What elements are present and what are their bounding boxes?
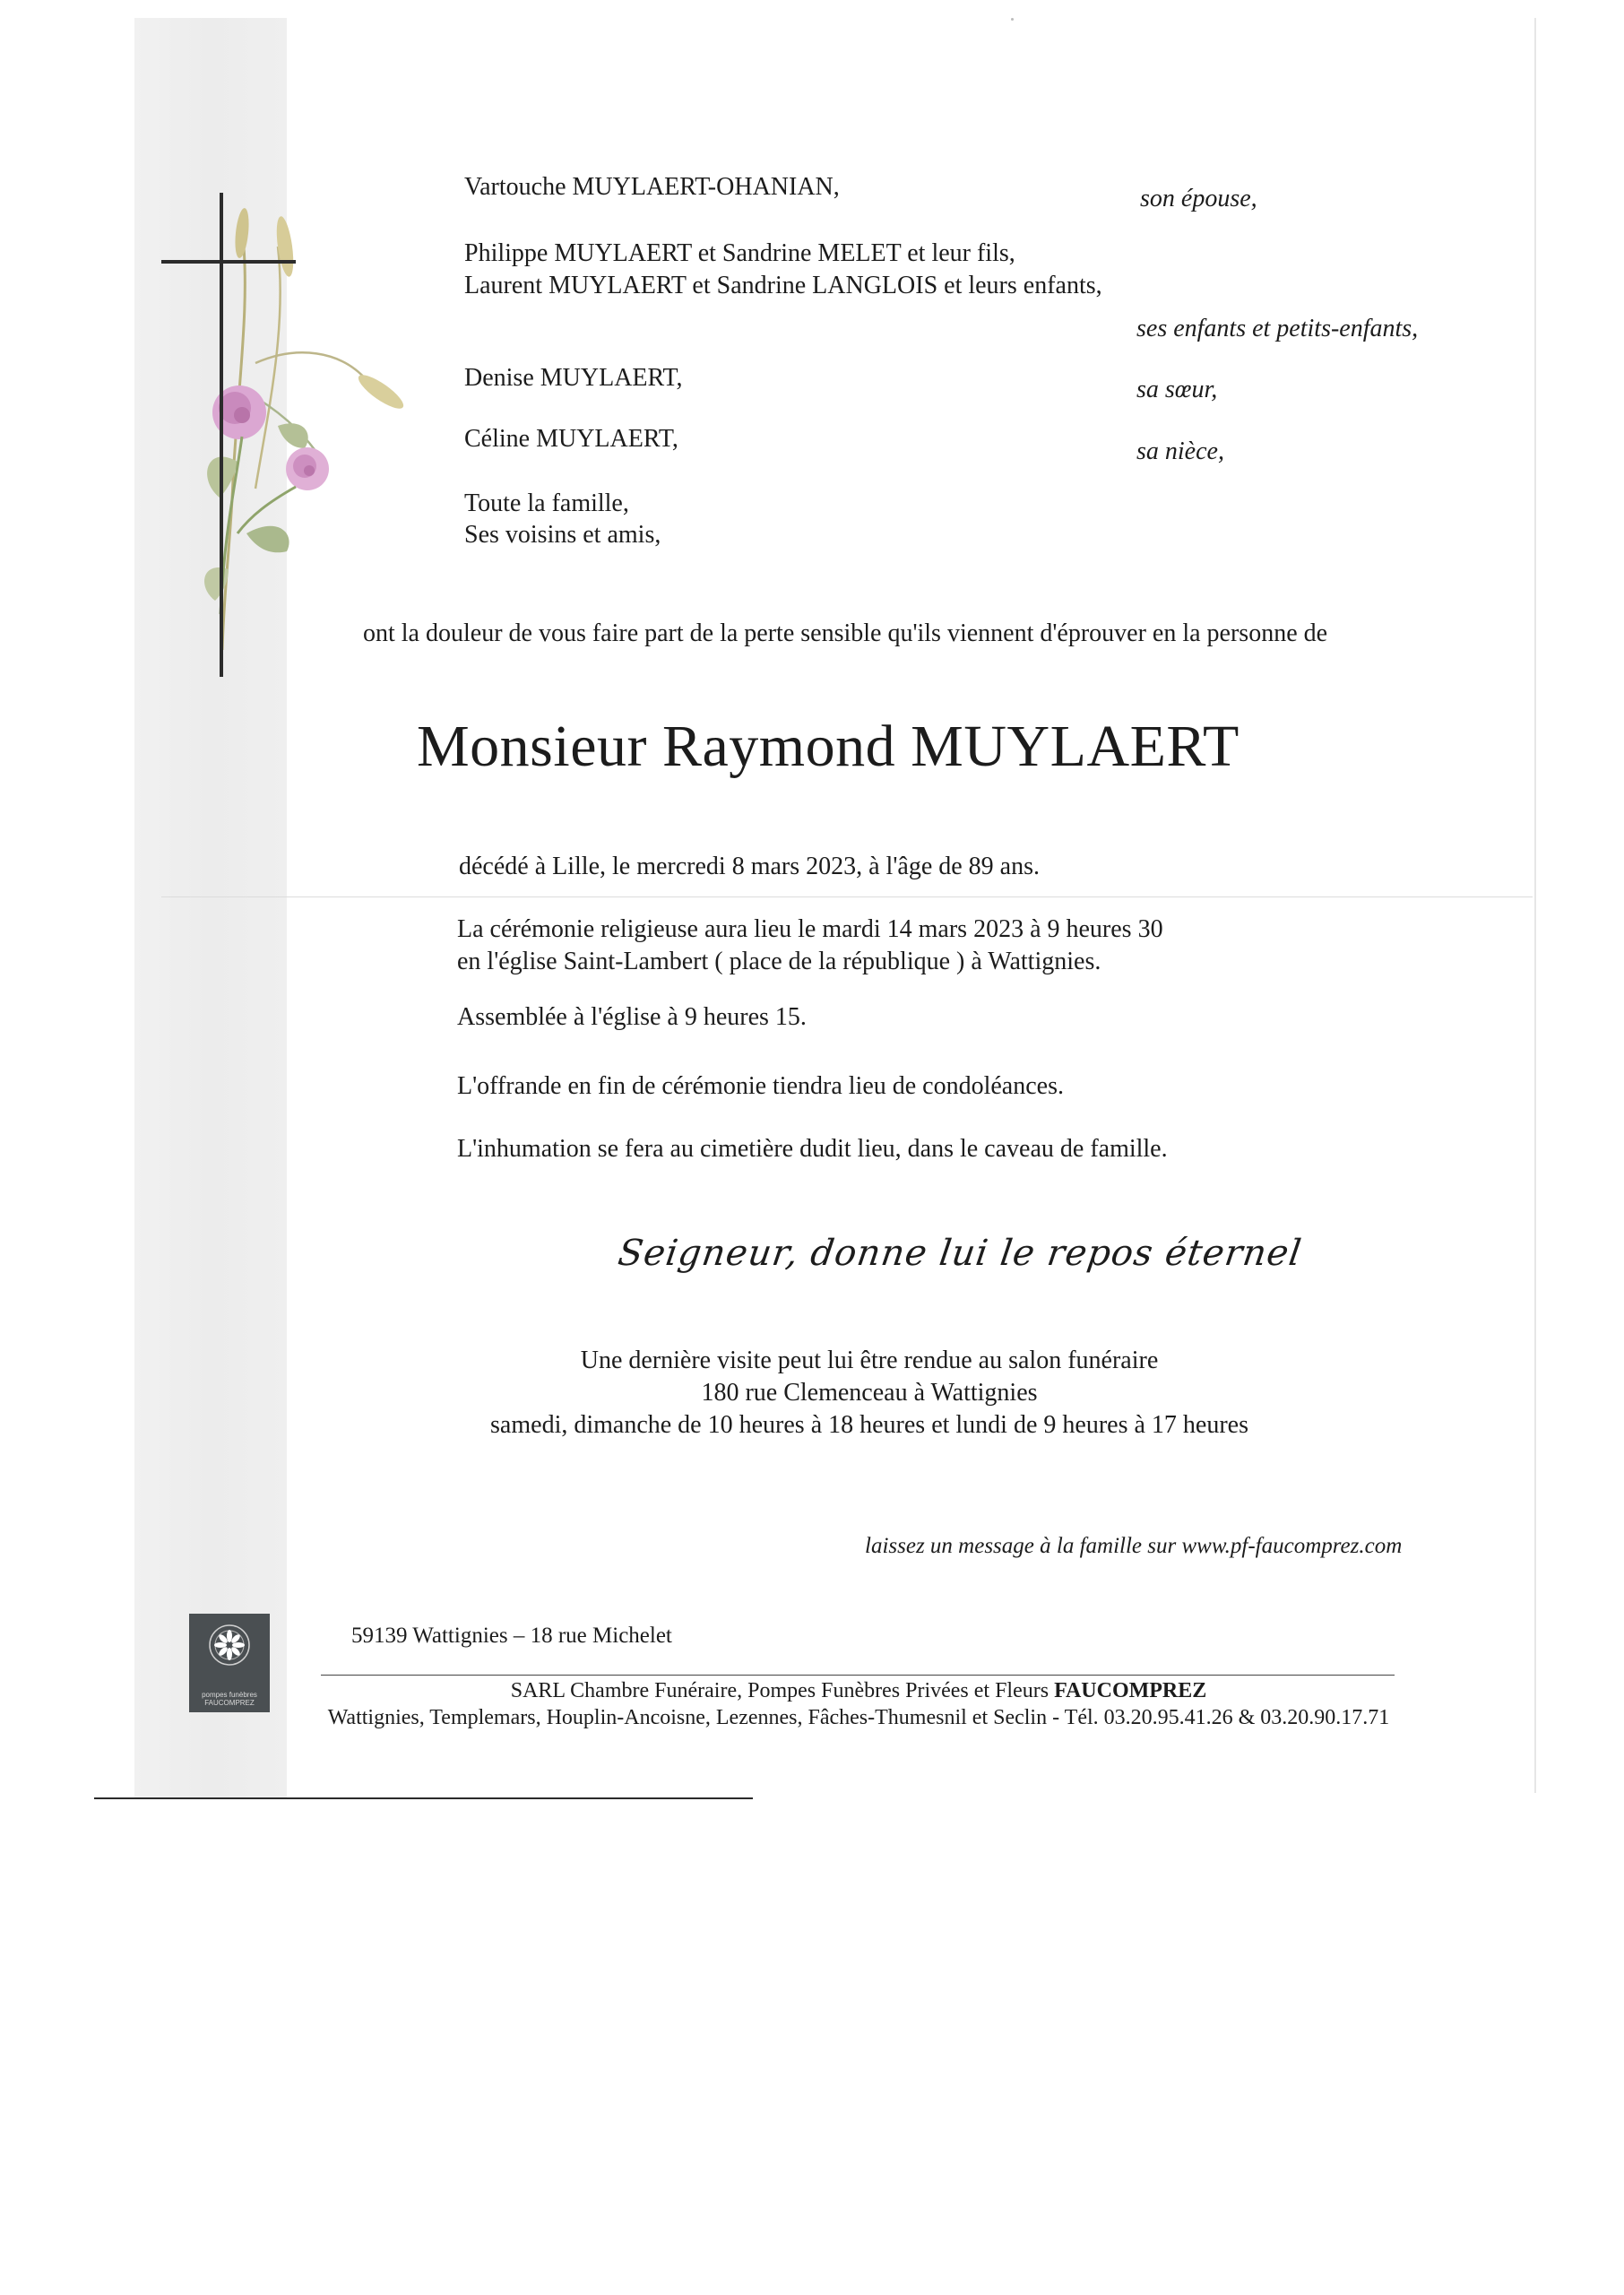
message-link[interactable]: laissez un message à la famille sur www.pf-faucomprez.com (865, 1534, 1403, 1558)
family-others-line-2: Ses voisins et amis, (464, 521, 661, 549)
visit-line-3: samedi, dimanche de 10 heures à 18 heures et lundi de 9 heures à 17 heures (490, 1411, 1248, 1439)
children-line-1: Philippe MUYLAERT et Sandrine MELET et leur fils, (464, 239, 1015, 267)
fold-line (161, 896, 1533, 897)
death-details: décédé à Lille, le mercredi 8 mars 2023, à l'âge de 89 ans. (459, 853, 1040, 880)
footer-address: 59139 Wattignies – 18 rue Michelet (351, 1624, 672, 1648)
niece-name: Céline MUYLAERT, (464, 425, 678, 453)
prayer-text: Seigneur, donne lui le repos éternel (615, 1233, 1305, 1274)
company-locations: Wattignies, Templemars, Houplin-Ancoisne, Lezennes, Fâches-Thumesnil et Seclin - Tél. 03.20.95.41.26 & 03.20.90.17.71 (327, 1706, 1390, 1729)
assembly-time: Assemblée à l'église à 9 heures 15. (457, 1003, 807, 1031)
company-line: SARL Chambre Funéraire, Pompes Funèbres Privées et Fleurs FAUCOMPREZ (510, 1679, 1207, 1702)
logo-wordmark: pompes funèbres FAUCOMPREZ (202, 1691, 257, 1707)
footer-divider (321, 1675, 1395, 1676)
visit-line-2: 180 rue Clemenceau à Wattignies (701, 1379, 1038, 1407)
page-edge (1534, 18, 1536, 1793)
children-role: ses enfants et petits-enfants, (1136, 315, 1419, 342)
deceased-name: Monsieur Raymond MUYLAERT (417, 714, 1240, 779)
visit-block (430, 1345, 1309, 1442)
burial-note: L'inhumation se fera au cimetière dudit lieu, dans le caveau de famille. (457, 1135, 1168, 1163)
spouse-name: Vartouche MUYLAERT-OHANIAN, (464, 173, 840, 201)
sister-role: sa sœur, (1136, 376, 1218, 403)
family-others-line-1: Toute la famille, (464, 489, 629, 517)
scan-speck (1011, 18, 1014, 21)
announcement-text: ont la douleur de vous faire part de la perte sensible qu'ils viennent d'éprouver en la personne de (363, 619, 1328, 647)
ceremony-line-2: en l'église Saint-Lambert ( place de la république ) à Wattignies. (457, 948, 1101, 975)
offering-note: L'offrande en fin de cérémonie tiendra lieu de condoléances. (457, 1072, 1064, 1100)
flower-emblem-icon (207, 1623, 252, 1667)
ceremony-line-1: La cérémonie religieuse aura lieu le mardi 14 mars 2023 à 9 heures 30 (457, 915, 1163, 943)
children-line-2: Laurent MUYLAERT et Sandrine LANGLOIS et leurs enfants, (464, 272, 1102, 299)
sister-name: Denise MUYLAERT, (464, 364, 683, 392)
bottom-rule (94, 1797, 753, 1799)
spouse-role: son épouse, (1140, 185, 1257, 212)
faucomprez-logo (189, 1614, 270, 1712)
company-name: FAUCOMPREZ (1054, 1679, 1207, 1702)
visit-line-1: Une dernière visite peut lui être rendue au salon funéraire (580, 1347, 1159, 1374)
niece-role: sa nièce, (1136, 437, 1224, 465)
